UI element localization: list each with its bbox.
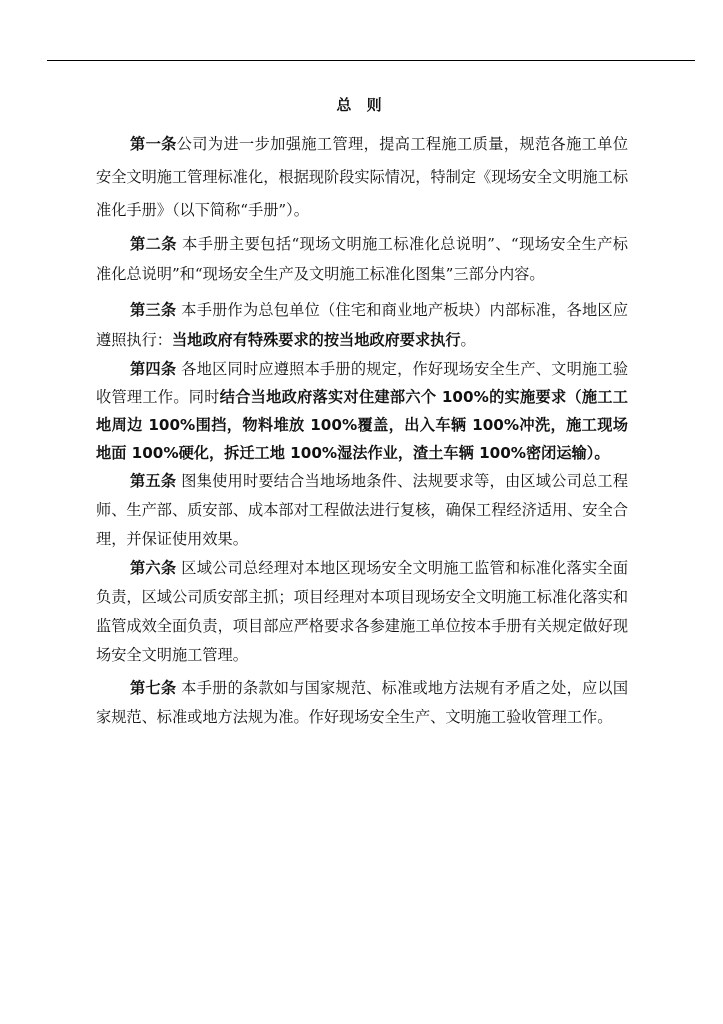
article-heading: 第二条: [130, 235, 177, 253]
article-text: 公司为进一步加强施工管理，提高工程施工质量，规范各施工单位安全文明施工管理标准化，根据现阶段实际情况，特制定《现场安全文明施工标准化手册》（以下简称“手册”）。: [96, 135, 629, 219]
article-heading: 第三条: [130, 301, 177, 319]
article-text: 本手册作为总包单位（住宅和商业地产板块）内部标准，各地区应遵照执行：: [96, 301, 629, 349]
article-text: 区域公司总经理对本地区现场安全文明施工监管和标准化落实全面负责，区域公司质安部主抓；项目经理对本项目现场安全文明施工标准化落实和监管成效全面负责，项目部应严格要求各参建施工单位按本手册有关规定做好现场安全文明施工管理。: [96, 559, 629, 664]
article-5: [96, 467, 628, 554]
article-heading: 第四条: [130, 360, 177, 378]
article-1: [96, 128, 628, 227]
article-text: 本手册主要包括“现场文明施工标准化总说明”、“现场安全生产标准化总说明”和“现场安全生产及文明施工标准化图集”三部分内容。: [96, 235, 628, 283]
article-4: [96, 355, 628, 467]
article-3: [96, 295, 628, 355]
document-body: [96, 128, 628, 732]
article-heading: 第五条: [130, 472, 177, 490]
page-title: 总 则: [336, 96, 387, 114]
article-heading: 第一条: [130, 135, 177, 153]
article-text: 各地区同时应遵照本手册的规定，作好现场安全生产、文明施工验收管理工作。同时: [96, 360, 629, 406]
article-heading: 第六条: [130, 559, 177, 577]
article-heading: 第七条: [130, 679, 177, 697]
article-2: [96, 229, 628, 289]
article-text: 本手册的条款如与国家规范、标准或地方法规有矛盾之处，应以国家规范、标准或地方法规为准。作好现场安全生产、文明施工验收管理工作。: [96, 679, 629, 726]
article-7: [96, 674, 628, 732]
article-emphasis: 当地政府有特殊要求的按当地政府要求执行: [171, 331, 461, 349]
article-emphasis: 结合当地政府落实对住建部六个 100%的实施要求（施工工地周边 100%围挡，物料堆放 100%覆盖，出入车辆 100%冲洗，施工现场地面 100%硬化，拆迁工地 100%湿法作业，渣土车辆 100%密闭运输）。: [96, 388, 628, 462]
article-text-end: 。: [460, 331, 476, 349]
article-6: [96, 554, 628, 670]
header-rule: [47, 60, 695, 61]
article-text: 图集使用时要结合当地场地条件、法规要求等，由区域公司总工程师、生产部、质安部、成本部对工程做法进行复核，确保工程经济适用、安全合理，并保证使用效果。: [96, 472, 629, 548]
